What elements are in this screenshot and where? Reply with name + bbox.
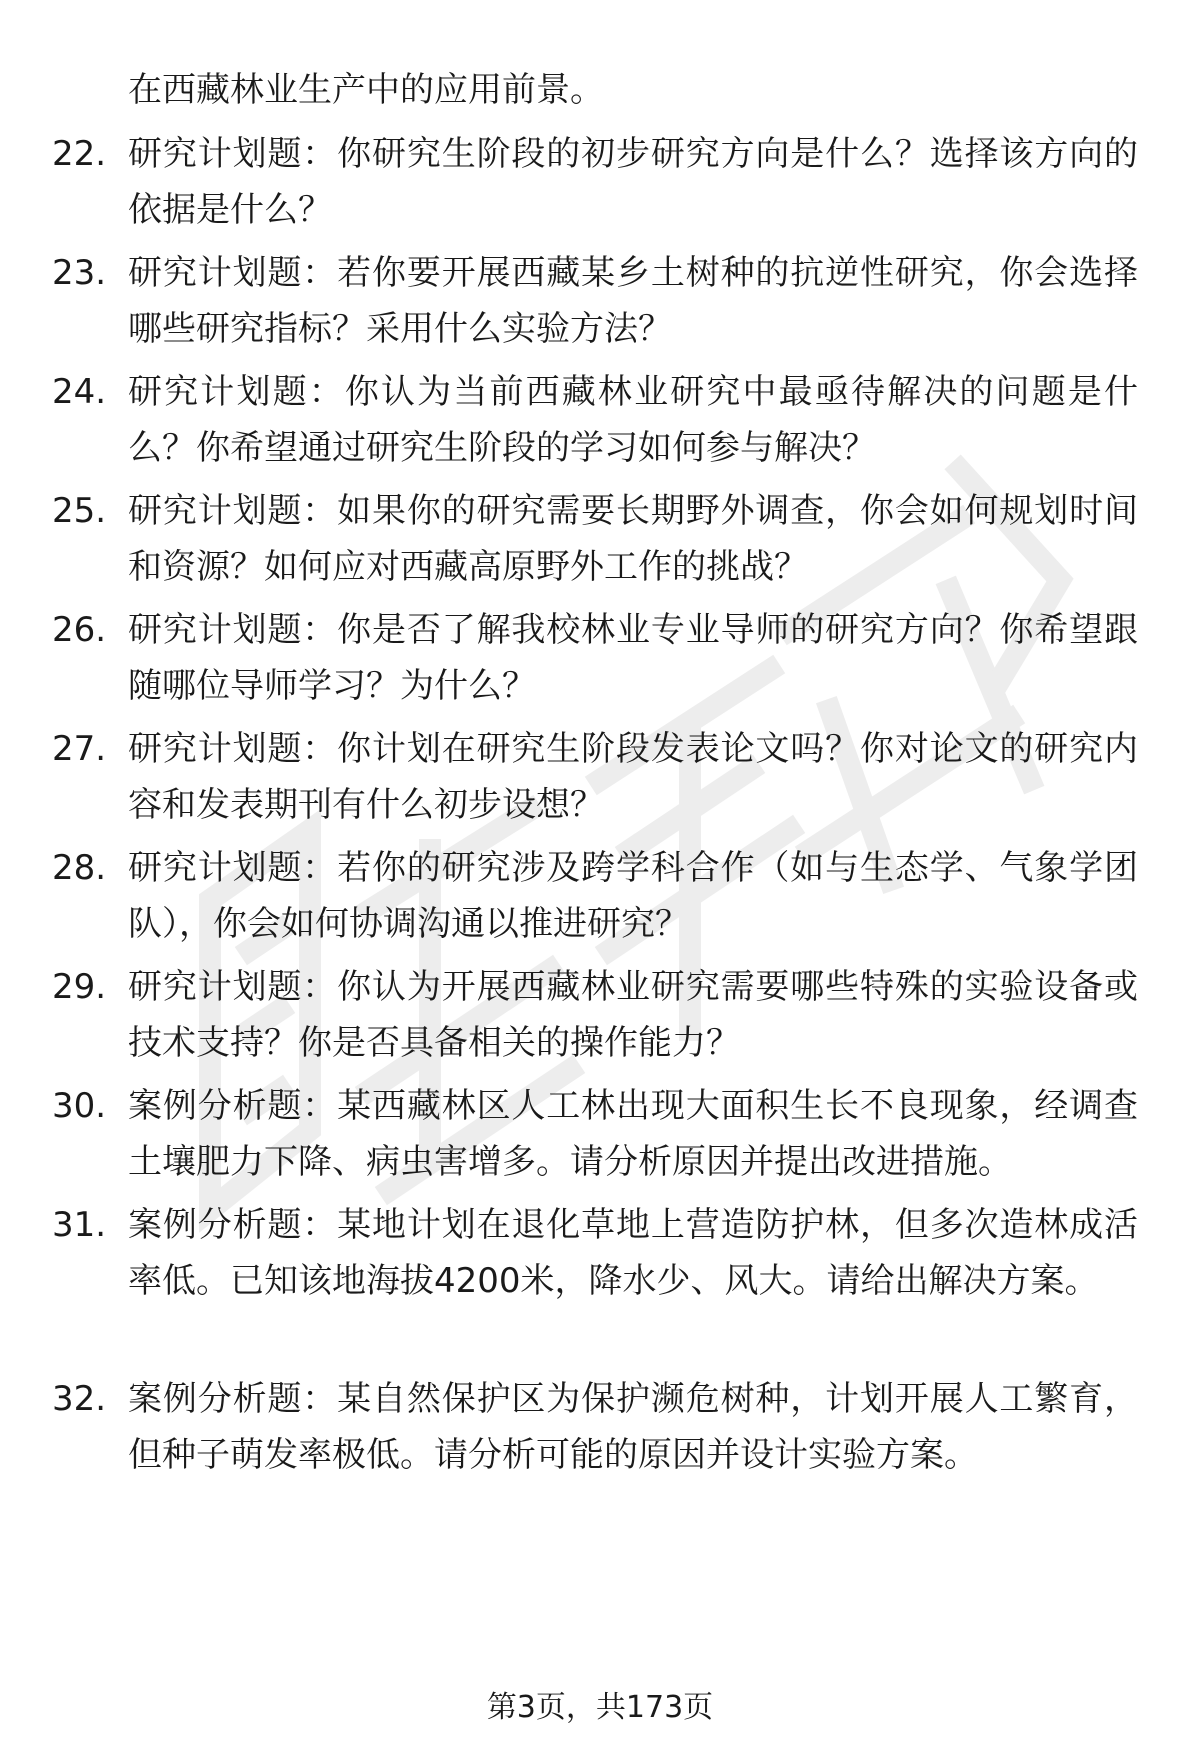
question-number: 30. <box>52 1086 107 1126</box>
question-number: 32. <box>52 1379 107 1419</box>
question-text: 研究计划题：你是否了解我校林业专业导师的研究方向？你希望跟随哪位导师学习？为什么？ <box>128 610 1138 706</box>
question-text: 研究计划题：你认为开展西藏林业研究需要哪些特殊的实验设备或技术支持？你是否具备相关的操作能力？ <box>128 967 1138 1063</box>
question-text: 研究计划题：你认为当前西藏林业研究中最亟待解决的问题是什么？你希望通过研究生阶段的学习如何参与解决？ <box>128 372 1138 468</box>
question-text: 研究计划题：若你的研究涉及跨学科合作（如与生态学、气象学团队），你会如何协调沟通以推进研究？ <box>128 848 1138 944</box>
question-text: 案例分析题：某自然保护区为保护濒危树种，计划开展人工繁育，但种子萌发率极低。请分析可能的原因并设计实验方案。 <box>128 1379 1138 1475</box>
question-text: 案例分析题：某西藏林区人工林出现大面积生长不良现象，经调查土壤肥力下降、病虫害增多。请分析原因并提出改进措施。 <box>128 1086 1138 1182</box>
continuation-text: 在西藏林业生产中的应用前景。 <box>128 70 604 110</box>
question-text: 研究计划题：如果你的研究需要长期野外调查，你会如何规划时间和资源？如何应对西藏高原野外工作的挑战？ <box>128 491 1138 587</box>
question-number: 25. <box>52 491 107 531</box>
question-number: 28. <box>52 848 107 888</box>
question-number: 23. <box>52 253 107 293</box>
question-number: 29. <box>52 967 107 1007</box>
question-number: 31. <box>52 1205 107 1245</box>
question-number: 26. <box>52 610 107 650</box>
question-text: 案例分析题：某地计划在退化草地上营造防护林，但多次造林成活率低。已知该地海拔4200米，降水少、风大。请给出解决方案。 <box>128 1205 1138 1301</box>
question-number: 24. <box>52 372 107 412</box>
question-text: 研究计划题：你计划在研究生阶段发表论文吗？你对论文的研究内容和发表期刊有什么初步设想？ <box>128 729 1138 825</box>
question-number: 27. <box>52 729 107 769</box>
question-number: 22. <box>52 134 107 174</box>
question-text: 研究计划题：若你要开展西藏某乡土树种的抗逆性研究，你会选择哪些研究指标？采用什么实验方法？ <box>128 253 1138 349</box>
question-text: 研究计划题：你研究生阶段的初步研究方向是什么？选择该方向的依据是什么？ <box>128 134 1138 230</box>
page-footer: 第3页，共173页 <box>486 1690 714 1725</box>
